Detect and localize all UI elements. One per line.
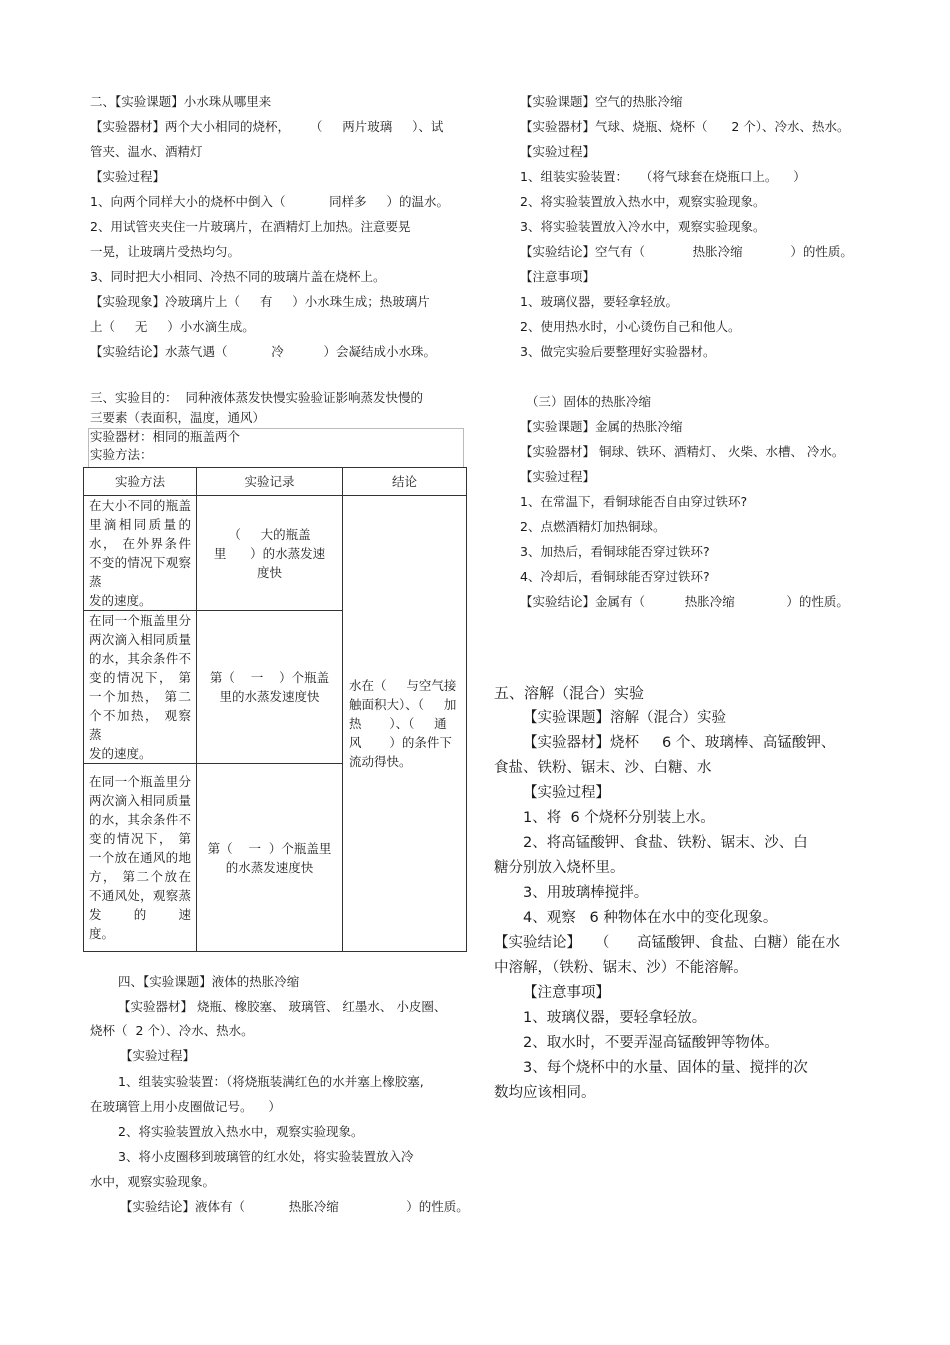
text-line: 糖分别放入烧杯里。 — [494, 860, 625, 876]
text-line: 食盐、铁粉、锯末、沙、白糖、水 — [494, 760, 712, 776]
table-header: 结论 — [343, 468, 467, 496]
section-title: （三）固体的热胀冷缩 — [526, 394, 652, 409]
section-title: 三、实验目的： 同种液体蒸发快慢实验验证影响蒸发快慢的 — [90, 390, 423, 405]
text-line: 【实验过程】 — [90, 169, 166, 184]
text-line: 【注意事项】 — [523, 985, 610, 1001]
text-line: 3、同时把大小相同、冷热不同的玻璃片盖在烧杯上。 — [90, 269, 386, 284]
text-line: 1、玻璃仪器，要轻拿轻放。 — [520, 294, 678, 309]
record-cell: 第（ 一 ）个瓶盖 里的水蒸发速度快 — [197, 611, 343, 764]
text-line: 三要素（表面积，温度，通风） — [90, 410, 266, 425]
text-line: 3、做完实验后要整理好实验器材。 — [520, 344, 716, 359]
text-line: 【注意事项】 — [520, 269, 596, 284]
evaporation-table — [83, 467, 467, 952]
text-line: 3、将实验装置放入冷水中，观察实验现象。 — [520, 219, 766, 234]
text-line: 【实验结论】 （ 高锰酸钾、食盐、白糖）能在水 — [494, 935, 840, 951]
text-line: 【实验过程】 — [520, 144, 596, 159]
text-line: 1、组装实验装置：（将烧瓶装满红色的水并塞上橡胶塞, — [118, 1074, 424, 1089]
text-line: 1、将 6 个烧杯分别装上水。 — [523, 810, 715, 826]
text-line: 2、使用热水时，小心烫伤自己和他人。 — [520, 319, 741, 334]
text-line: 2、将实验装置放入热水中，观察实验现象。 — [118, 1124, 364, 1139]
text-line: 一晃，让玻璃片受热均匀。 — [90, 244, 241, 259]
text-line: 实验器材：相同的瓶盖两个 — [90, 429, 241, 444]
record-cell: （ 大的瓶盖 里 ）的水蒸发速 度快 — [197, 496, 343, 611]
text-line: 【实验结论】空气有（ 热胀冷缩 ）的性质。 — [520, 244, 853, 259]
text-line: 【实验结论】金属有（ 热胀冷缩 ）的性质。 — [520, 594, 849, 609]
record-cell: 第（ 一 ）个瓶盖里 的水蒸发速度快 — [197, 764, 343, 952]
text-line: 【实验器材】气球、烧瓶、烧杯（ 2 个）、冷水、热水。 — [520, 119, 850, 134]
section-title: 【实验课题】空气的热胀冷缩 — [520, 94, 683, 109]
method-cell: 在同一个瓶盖里分两次滴入相同质量的水，其余条件不变的情况下， 第一个加热， 第二个不加热， 观察蒸 发的速度。 — [84, 611, 197, 764]
text-line: 烧杯（ 2 个）、冷水、热水。 — [90, 1023, 254, 1038]
text-line: 1、玻璃仪器，要轻拿轻放。 — [523, 1010, 707, 1026]
conclusion-cell: 水在（ 与空气接 触面积大）、（ 加 热 ）、（ 通 风 ）的条件下 流动得快。 — [343, 496, 467, 952]
text-line: 【实验器材】两个大小相同的烧杯， （ 两片玻璃 ）、试 — [90, 119, 444, 134]
method-cell: 在大小不同的瓶盖里滴相同质量的水， 在外界条件不变的情况下观察蒸 发的速度。 — [84, 496, 197, 611]
text-line: 【实验现象】冷玻璃片上（ 有 ）小水珠生成；热玻璃片 — [90, 294, 430, 309]
text-line: 【实验过程】 — [523, 785, 610, 801]
text-line: 2、将高锰酸钾、食盐、铁粉、锯末、沙、白 — [523, 835, 808, 851]
text-line: 2、点燃酒精灯加热铜球。 — [520, 519, 666, 534]
text-line: 在玻璃管上用小皮圈做记号。 ） — [90, 1099, 281, 1114]
table-row — [84, 496, 467, 611]
text-line: 1、组装实验装置： （将气球套在烧瓶口上。 ） — [520, 169, 806, 184]
text-line: 3、将小皮圈移到玻璃管的红水处，将实验装置放入冷 — [118, 1149, 414, 1164]
text-line: 【实验过程】 — [520, 469, 596, 484]
section-title: 五、溶解（混合）实验 — [494, 684, 645, 702]
text-line: 【实验结论】水蒸气遇（ 冷 ）会凝结成小水珠。 — [90, 344, 436, 359]
text-line: 3、加热后，看铜球能否穿过铁环? — [520, 544, 710, 559]
text-line: 3、用玻璃棒搅拌。 — [523, 885, 649, 901]
text-line: 中溶解，（铁粉、锯末、沙）不能溶解。 — [494, 960, 748, 976]
section-title: 四、【实验课题】液体的热胀冷缩 — [118, 974, 300, 989]
table-header: 实验方法 — [84, 468, 197, 496]
text-line: 【实验结论】液体有（ 热胀冷缩 ）的性质。 — [120, 1199, 469, 1214]
text-line: 2、将实验装置放入热水中，观察实验现象。 — [520, 194, 766, 209]
text-line: 【实验课题】溶解（混合）实验 — [523, 710, 726, 726]
text-line: 【实验器材】烧杯 6 个、玻璃棒、高锰酸钾、 — [523, 735, 836, 751]
method-cell: 在同一个瓶盖里分两次滴入相同质量的水，其余条件不变的情况下， 第一个放在通风的地方， 第二个放在不通风处，观察蒸发的速 度。 — [84, 764, 197, 952]
text-line: 3、每个烧杯中的水量、固体的量、搅拌的次 — [523, 1060, 808, 1076]
text-line: 4、观察 6 种物体在水中的变化现象。 — [523, 910, 778, 926]
text-line: 1、在常温下，看铜球能否自由穿过铁环? — [520, 494, 748, 509]
text-line: 【实验器材】 铜球、铁环、酒精灯、 火柴、水槽、 冷水。 — [520, 444, 845, 459]
table-header: 实验记录 — [197, 468, 343, 496]
section-title: 二、【实验课题】小水珠从哪里来 — [90, 94, 272, 109]
text-line: 【实验课题】金属的热胀冷缩 — [520, 419, 683, 434]
text-line: 实验方法： — [90, 447, 153, 462]
text-line: 2、取水时，不要弄湿高锰酸钾等物体。 — [523, 1035, 779, 1051]
text-line: 管夹、温水、酒精灯 — [90, 144, 203, 159]
text-line: 水中，观察实验现象。 — [90, 1174, 216, 1189]
text-line: 2、用试管夹夹住一片玻璃片，在酒精灯上加热。注意要晃 — [90, 219, 411, 234]
text-line: 4、冷却后，看铜球能否穿过铁环? — [520, 569, 710, 584]
text-line: 【实验器材】 烧瓶、橡胶塞、 玻璃管、 红墨水、 小皮圈、 — [118, 999, 447, 1014]
text-line: 1、向两个同样大小的烧杯中倒入（ 同样多 ）的温水。 — [90, 194, 450, 209]
text-line: 上（ 无 ）小水滴生成。 — [90, 319, 255, 334]
text-line: 【实验过程】 — [120, 1048, 196, 1063]
text-line: 数均应该相同。 — [494, 1085, 596, 1101]
